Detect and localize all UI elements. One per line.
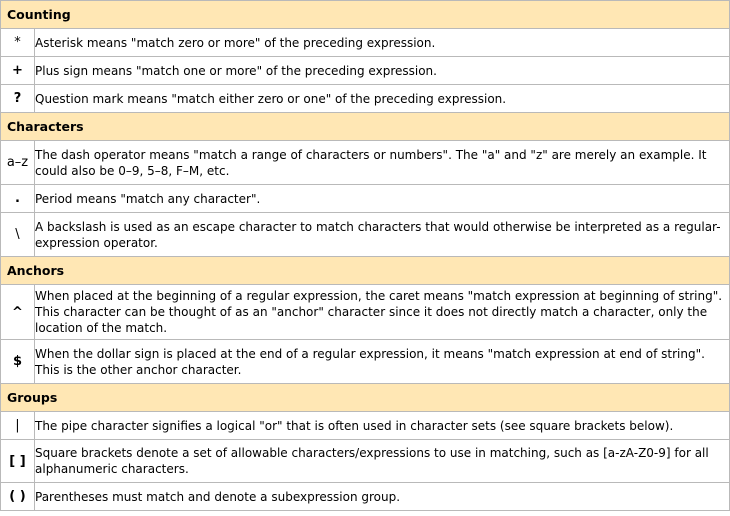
table-row [1, 285, 730, 340]
table-row [1, 85, 730, 113]
table-row [1, 340, 730, 384]
symbol-cell: ( ) [1, 483, 35, 511]
symbol-cell: a–z [1, 141, 35, 185]
section-title: Anchors [1, 257, 730, 285]
description-cell: Plus sign means "match one or more" of the preceding expression. [35, 57, 730, 85]
section-header-groups [1, 384, 730, 412]
table-row [1, 213, 730, 257]
section-header-anchors [1, 257, 730, 285]
description-cell: The dash operator means "match a range of characters or numbers". The "a" and "z" are merely an example. It could also be 0–9, 5–8, F–M, etc. [35, 141, 730, 185]
description-cell: When placed at the beginning of a regular expression, the caret means "match expression at beginning of string". This character can be thought of as an "anchor" character since it does not directly match a character, only the location of the match. [35, 285, 730, 340]
description-cell: Parentheses must match and denote a subexpression group. [35, 483, 730, 511]
table-row [1, 57, 730, 85]
section-title: Counting [1, 1, 730, 29]
table-row [1, 440, 730, 483]
symbol-cell: ? [1, 85, 35, 113]
symbol-cell: | [1, 412, 35, 440]
table-row [1, 185, 730, 213]
section-header-counting [1, 1, 730, 29]
symbol-cell: \ [1, 213, 35, 257]
description-cell: When the dollar sign is placed at the end of a regular expression, it means "match expression at end of string". This is the other anchor character. [35, 340, 730, 384]
description-cell: Asterisk means "match zero or more" of the preceding expression. [35, 29, 730, 57]
description-cell: The pipe character signifies a logical "or" that is often used in character sets (see square brackets below). [35, 412, 730, 440]
description-cell: Square brackets denote a set of allowable characters/expressions to use in matching, such as [a-zA-Z0-9] for all alphanumeric characters. [35, 440, 730, 483]
section-header-characters [1, 113, 730, 141]
symbol-cell: + [1, 57, 35, 85]
table-row [1, 29, 730, 57]
symbol-cell: $ [1, 340, 35, 384]
symbol-cell: * [1, 29, 35, 57]
table-row [1, 141, 730, 185]
section-title: Characters [1, 113, 730, 141]
table-row [1, 412, 730, 440]
description-cell: A backslash is used as an escape character to match characters that would otherwise be interpreted as a regular-expression operator. [35, 213, 730, 257]
symbol-cell: ^ [1, 285, 35, 340]
section-title: Groups [1, 384, 730, 412]
description-cell: Period means "match any character". [35, 185, 730, 213]
symbol-cell: . [1, 185, 35, 213]
description-cell: Question mark means "match either zero or one" of the preceding expression. [35, 85, 730, 113]
table-row [1, 483, 730, 511]
symbol-cell: [ ] [1, 440, 35, 483]
